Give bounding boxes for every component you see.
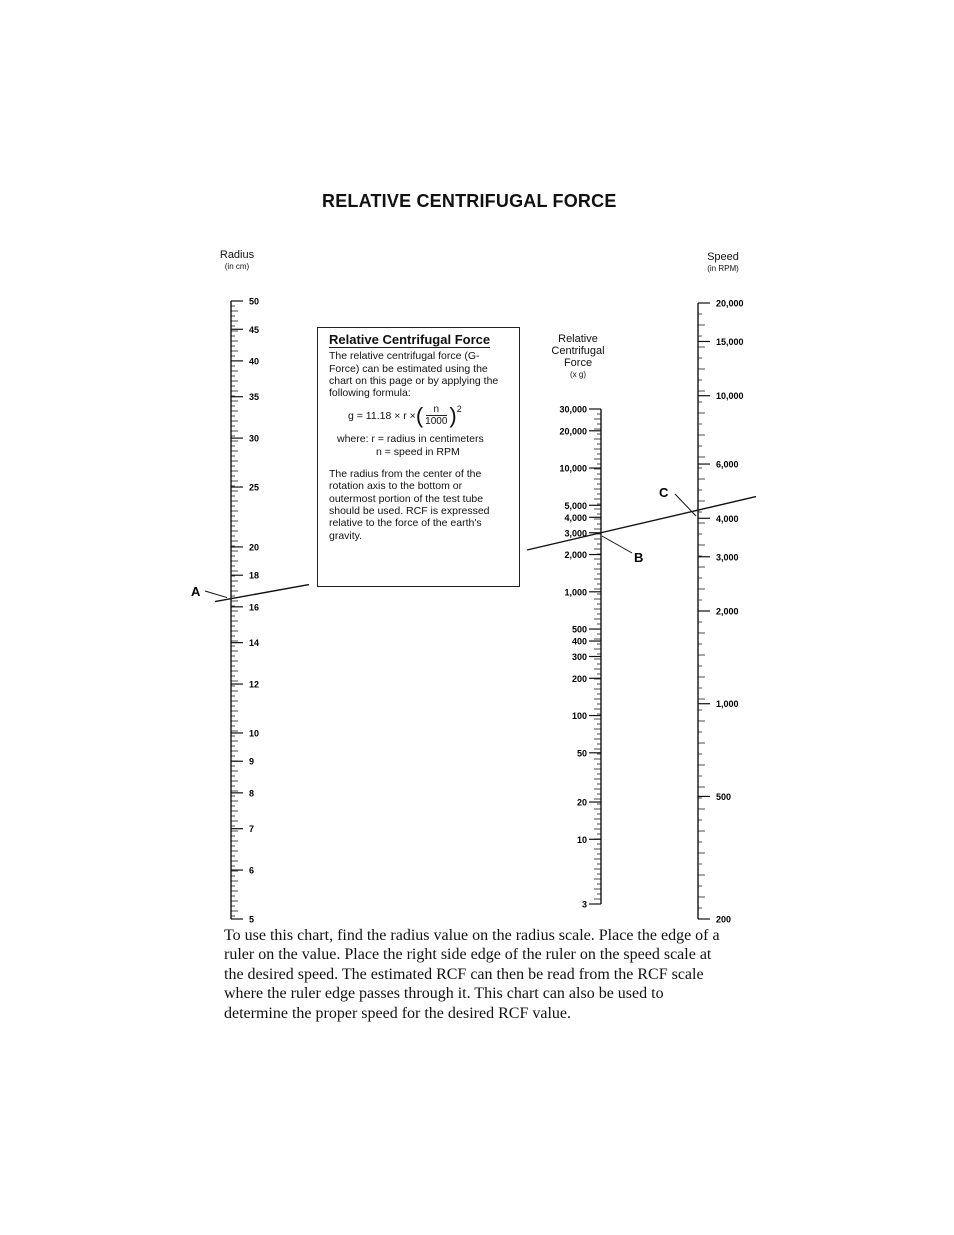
radius-scale-unit: (in cm) — [224, 262, 250, 271]
rcf-scale-label: Relative Centrifugal Force — [551, 333, 605, 369]
rcf-tick-label: 1,000 — [564, 587, 587, 598]
rcf-tick-label: 3,000 — [564, 528, 587, 539]
formula-denominator: 1000 — [425, 416, 448, 428]
radius-scale — [231, 297, 259, 925]
speed-scale-unit: (in RPM) — [707, 264, 739, 273]
rcf-scale — [559, 405, 601, 910]
info-box-title: Relative Centrifugal Force — [329, 332, 491, 347]
radius-tick-label: 25 — [249, 482, 260, 493]
radius-tick-label: 40 — [249, 356, 260, 367]
radius-tick-label: 12 — [249, 679, 260, 690]
point-label-a: A — [191, 584, 201, 599]
rcf-tick-label: 4,000 — [564, 512, 587, 523]
speed-tick-label: 6,000 — [716, 459, 739, 470]
speed-tick-label: 10,000 — [716, 391, 744, 402]
radius-tick-label: 30 — [249, 433, 260, 444]
radius-tick-label: 35 — [249, 392, 260, 403]
formula-where-r: where: r = radius in centimeters — [337, 433, 484, 446]
radius-tick-label: 14 — [249, 638, 260, 649]
rcf-tick-label: 5,000 — [564, 500, 587, 511]
speed-tick-label: 15,000 — [716, 336, 744, 347]
formula-numerator: n — [426, 404, 448, 416]
point-label-c: C — [659, 485, 669, 500]
rcf-tick-label: 10,000 — [559, 463, 587, 474]
speed-tick-label: 200 — [716, 914, 732, 925]
radius-minor-ticks — [231, 301, 238, 916]
radius-tick-label: 50 — [249, 296, 260, 307]
rcf-tick-label: 100 — [571, 711, 587, 722]
page-title: RELATIVE CENTRIFUGAL FORCE — [322, 191, 617, 211]
formula-exponent: 2 — [456, 403, 462, 414]
rcf-tick-label: 300 — [571, 652, 587, 662]
rcf-tick-label: 2,000 — [564, 550, 587, 561]
radius-tick-label: 20 — [249, 542, 260, 553]
radius-tick-label: 16 — [249, 602, 260, 613]
radius-tick-label: 6 — [249, 865, 255, 876]
rcf-tick-label: 30,000 — [559, 404, 587, 415]
info-box-intro: The relative centrifugal force (G-Force) can be estimated using the chart on this page or by applying the following formula: — [329, 350, 499, 400]
radius-tick-label: 18 — [249, 570, 260, 581]
ruler-lines — [191, 482, 756, 602]
radius-tick-label: 9 — [249, 756, 255, 767]
speed-scale — [698, 299, 744, 925]
radius-scale-label: Radius — [219, 249, 255, 261]
speed-tick-label: 1,000 — [716, 699, 739, 710]
speed-tick-label: 500 — [716, 791, 732, 802]
point-label-b: B — [634, 550, 644, 565]
callout-b-pointer — [602, 536, 632, 553]
callout-a-pointer — [205, 591, 227, 598]
rcf-tick-label: 10 — [576, 834, 587, 845]
info-box-note: The radius from the center of the rotation axis to the bottom or outermost portion of the test tube should be used. RCF is expressed relative to the force of the earth's gravity. — [329, 468, 490, 542]
rcf-tick-label: 400 — [571, 636, 587, 647]
rcf-scale-unit: (x g) — [570, 370, 586, 379]
formula-paren-open: ( — [415, 402, 424, 428]
speed-scale-label: Speed — [707, 251, 739, 263]
radius-tick-label: 45 — [249, 324, 260, 335]
speed-tick-label: 2,000 — [716, 606, 739, 617]
radius-tick-label: 5 — [249, 914, 255, 925]
usage-instructions: To use this chart, find the radius value on the radius scale. Place the edge of a ruler on the value. Place the right side edge of the ruler on the speed scale at the desired speed. The estimated RCF can then be read from the RCF scale where the ruler edge passes through it. This chart can also be used to determine the proper speed for the desired RCF value. — [224, 927, 720, 1022]
radius-tick-label: 10 — [249, 728, 260, 739]
radius-tick-label: 7 — [249, 824, 255, 835]
rcf-tick-label: 20 — [576, 797, 587, 808]
formula-paren-close: ) — [449, 402, 457, 428]
radius-minor-tick-path — [231, 301, 238, 916]
speed-tick-label: 3,000 — [716, 552, 739, 563]
rcf-tick-label: 50 — [576, 748, 587, 759]
rcf-tick-label: 200 — [571, 673, 587, 684]
rcf-tick-label: 500 — [571, 624, 587, 635]
radius-tick-label: 8 — [249, 788, 255, 799]
rcf-tick-label: 20,000 — [559, 426, 587, 437]
speed-tick-label: 20,000 — [716, 298, 744, 309]
ruler-line-left — [215, 585, 309, 602]
formula-where-n: n = speed in RPM — [376, 445, 460, 458]
formula-left: g = 11.18 × r × — [348, 409, 416, 422]
speed-tick-label: 4,000 — [716, 513, 739, 524]
rcf-tick-label: 3 — [581, 899, 587, 910]
